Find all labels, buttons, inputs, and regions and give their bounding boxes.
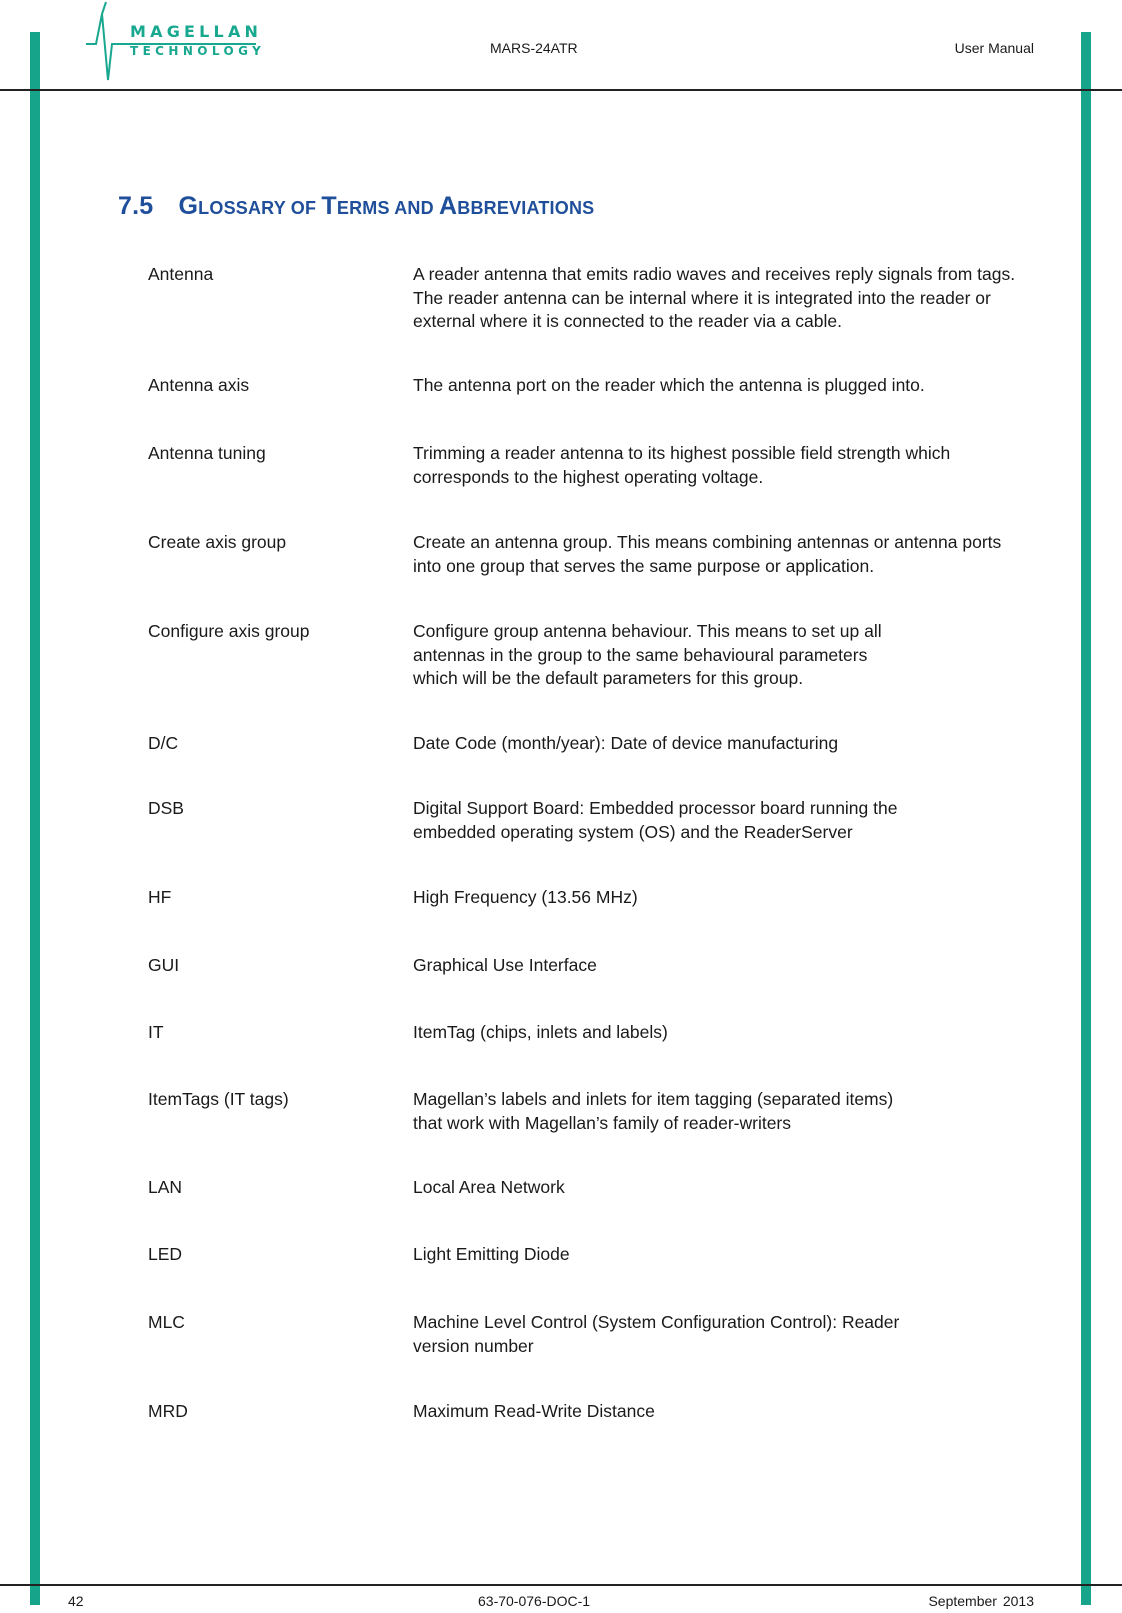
glossary-definition: A reader antenna that emits radio waves and receives reply signals from tags. The reader antenna can be internal where it is integrated into the reader or external where it is connected to the reader via a cable. bbox=[413, 264, 1016, 331]
glossary-definition: Date Code (month/year): Date of device manufacturing bbox=[413, 733, 839, 753]
glossary-definition: High Frequency (13.56 MHz) bbox=[413, 887, 638, 907]
glossary-term: Create axis group bbox=[148, 532, 287, 552]
glossary-term: DSB bbox=[148, 798, 184, 818]
section-number: 7.5 bbox=[118, 192, 154, 220]
glossary-term: IT bbox=[148, 1022, 164, 1042]
page-number: 42 bbox=[68, 1593, 84, 1609]
logo-text-magellan: MAGELLAN bbox=[130, 22, 263, 41]
glossary-term: Antenna axis bbox=[148, 375, 250, 395]
glossary-definition: Magellan’s labels and inlets for item tagging (separated items) that work with Magellan’s family of reader-writers bbox=[413, 1089, 894, 1133]
glossary-definition: The antenna port on the reader which the antenna is plugged into. bbox=[413, 375, 925, 395]
document-number: 63-70-076-DOC-1 bbox=[478, 1593, 591, 1609]
glossary-term: ItemTags (IT tags) bbox=[148, 1089, 289, 1109]
glossary-term: HF bbox=[148, 887, 172, 907]
header-product: MARS-24ATR bbox=[490, 40, 578, 56]
glossary-definition: Graphical Use Interface bbox=[413, 955, 597, 975]
section-title-text: GLOSSARY OF TERMS AND ABBREVIATIONS bbox=[178, 192, 595, 220]
document-date: September 2013 bbox=[928, 1593, 1034, 1609]
glossary-term: MLC bbox=[148, 1312, 185, 1332]
glossary-term: Antenna bbox=[148, 264, 214, 284]
footer-rule bbox=[0, 1584, 1122, 1586]
left-margin-bar bbox=[30, 32, 40, 1605]
glossary-term: Antenna tuning bbox=[148, 443, 266, 463]
glossary-definition: Machine Level Control (System Configuration Control): Reader version number bbox=[413, 1312, 900, 1356]
section-title bbox=[118, 192, 594, 221]
header-doc-type: User Manual bbox=[954, 40, 1034, 56]
glossary-term: MRD bbox=[148, 1401, 188, 1421]
logo-text-technology: TECHNOLOGY bbox=[130, 44, 266, 58]
glossary-term: Configure axis group bbox=[148, 621, 310, 641]
glossary-definition: Light Emitting Diode bbox=[413, 1244, 570, 1264]
glossary-term: GUI bbox=[148, 955, 180, 975]
glossary-term: LAN bbox=[148, 1177, 183, 1197]
glossary-definition: Create an antenna group. This means combining antennas or antenna ports into one group that serves the same purpose or application. bbox=[413, 532, 1002, 576]
glossary-definition: Trimming a reader antenna to its highest possible field strength which corresponds to the highest operating voltage. bbox=[413, 443, 951, 487]
glossary-definition: Maximum Read-Write Distance bbox=[413, 1401, 655, 1421]
glossary-term: LED bbox=[148, 1244, 183, 1264]
right-margin-bar bbox=[1081, 32, 1091, 1605]
glossary-definition: ItemTag (chips, inlets and labels) bbox=[413, 1022, 668, 1042]
magellan-logo bbox=[86, 0, 276, 90]
glossary-definition: Local Area Network bbox=[413, 1177, 565, 1197]
glossary-definition: Configure group antenna behaviour. This means to set up all antennas in the group to the same behavioural parameters which will be the default parameters for this group. bbox=[413, 621, 882, 688]
glossary-term: D/C bbox=[148, 733, 179, 753]
glossary-definition: Digital Support Board: Embedded processor board running the embedded operating system (OS) and the ReaderServer bbox=[413, 798, 898, 842]
